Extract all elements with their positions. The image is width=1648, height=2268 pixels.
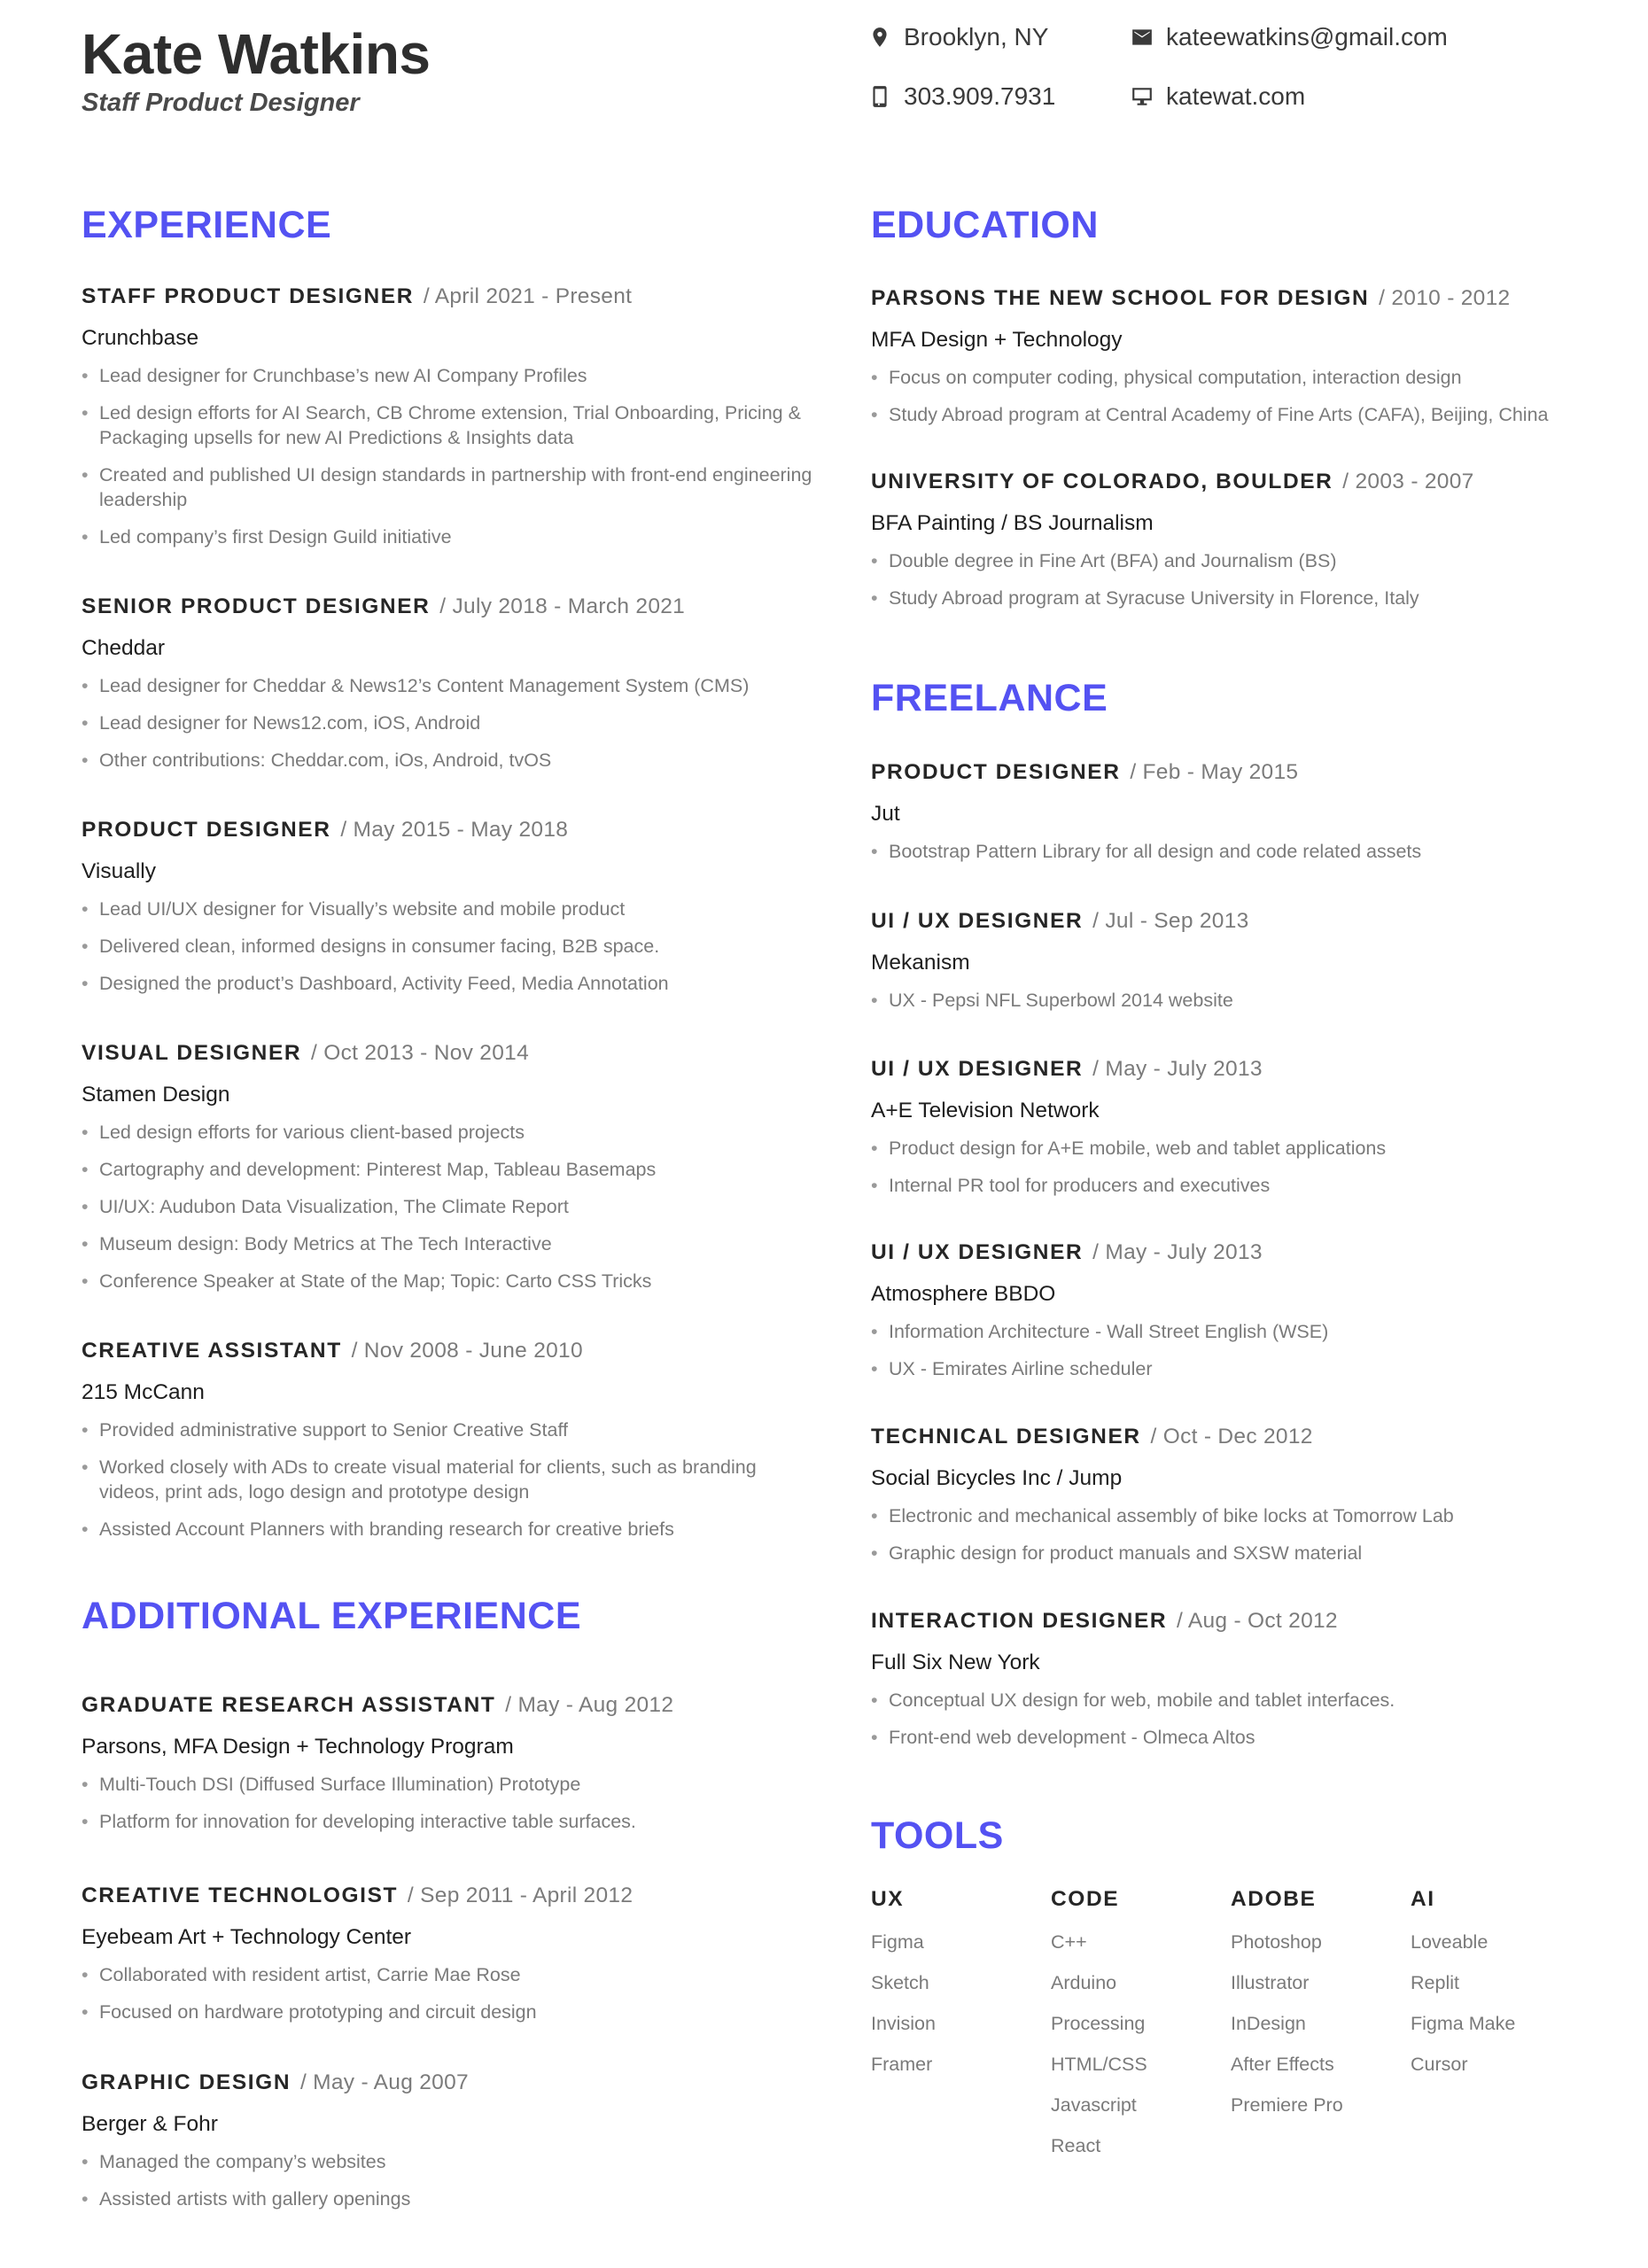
entry-bullet-list [82, 1962, 817, 2024]
contact-phone[interactable] [868, 82, 1055, 111]
entry-organization: Eyebeam Art + Technology Center [82, 1925, 412, 1949]
resume-name: Kate Watkins [82, 22, 431, 86]
entry-organization: Full Six New York [871, 1651, 1040, 1674]
entry-bullet: • Provided administrative support to Senior Creative Staff [82, 1418, 817, 1442]
entry-dates: / Jul - Sep 2013 [1092, 909, 1249, 933]
tools-column [1231, 1887, 1408, 2133]
entry-bullet: • Internal PR tool for producers and executives [871, 1173, 1606, 1198]
entry-organization: BFA Painting / BS Journalism [871, 511, 1154, 535]
entry-title-line [82, 1883, 817, 1909]
tools-column-heading: CODE [1051, 1887, 1120, 1911]
freelance-entry [871, 908, 1606, 1025]
tools-column [1051, 1887, 1228, 2174]
entry-title-line [871, 1608, 1606, 1635]
tool-item: Premiere Pro [1231, 2094, 1343, 2116]
entry-bullet: • Museum design: Body Metrics at The Tech Interactive [82, 1231, 817, 1256]
entry-organization: A+E Television Network [871, 1099, 1100, 1122]
entry-bullet: • Graphic design for product manuals and SXSW material [871, 1541, 1606, 1565]
entry-bullet: • Platform for innovation for developing interactive table surfaces. [82, 1809, 817, 1834]
entry-dates: / May - Aug 2012 [505, 1693, 674, 1717]
contact-location-text: Brooklyn, NY [904, 23, 1049, 50]
entry-title: UI / UX DESIGNER [871, 1240, 1084, 1264]
tool-item: Figma Make [1411, 2013, 1516, 2034]
entry-title: VISUAL DESIGNER [82, 1041, 302, 1065]
tool-item: Photoshop [1231, 1931, 1322, 1953]
mail-icon [1131, 24, 1154, 50]
tool-item: After Effects [1231, 2054, 1334, 2075]
entry-title: UI / UX DESIGNER [871, 909, 1084, 933]
tool-item: Cursor [1411, 2054, 1468, 2075]
entry-organization: Visually [82, 859, 156, 883]
entry-bullet-list [871, 1136, 1606, 1198]
entry-bullet: • Delivered clean, informed designs in consumer facing, B2B space. [82, 934, 817, 959]
entry-bullet: • Assisted artists with gallery openings [82, 2186, 817, 2211]
entry-organization: Atmosphere BBDO [871, 1282, 1056, 1306]
entry-title-line [82, 284, 817, 310]
freelance-entry [871, 1056, 1606, 1210]
entry-dates: / Oct - Dec 2012 [1150, 1425, 1313, 1449]
entry-bullet: • Lead designer for News12.com, iOS, Android [82, 711, 817, 735]
entry-organization: Stamen Design [82, 1083, 230, 1107]
entry-bullet: • UI/UX: Audubon Data Visualization, The Climate Report [82, 1194, 817, 1219]
contact-email-link[interactable]: kateewatkins@gmail.com [1166, 23, 1448, 50]
experience-heading: EXPERIENCE [82, 204, 332, 246]
entry-bullet: • Lead UI/UX designer for Visually’s website and mobile product [82, 897, 817, 921]
entry-bullet-list [82, 2149, 817, 2211]
entry-dates: / Oct 2013 - Nov 2014 [311, 1041, 529, 1065]
entry-title-line [82, 817, 817, 843]
entry-title-line [82, 594, 817, 620]
entry-dates: / July 2018 - March 2021 [439, 594, 686, 618]
entry-bullet: • Electronic and mechanical assembly of bike locks at Tomorrow Lab [871, 1503, 1606, 1528]
tool-item: HTML/CSS [1051, 2054, 1147, 2075]
tools-column-heading: AI [1411, 1887, 1435, 1911]
entry-bullet: • Conference Speaker at State of the Map; Topic: Carto CSS Tricks [82, 1269, 817, 1293]
entry-dates: / Sep 2011 - April 2012 [407, 1884, 634, 1907]
contact-email[interactable] [1131, 23, 1448, 51]
tools-column-heading: ADOBE [1231, 1887, 1317, 1911]
entry-title-line [871, 908, 1606, 935]
entry-bullet-list [82, 1772, 817, 1834]
tool-item: Loveable [1411, 1931, 1489, 1953]
entry-bullet: • Assisted Account Planners with branding research for creative briefs [82, 1517, 817, 1542]
entry-bullet-list [871, 1319, 1606, 1381]
entry-bullet: • Lead designer for Cheddar & News12’s Content Management System (CMS) [82, 673, 817, 698]
contact-location [868, 23, 1048, 51]
entry-bullet: • Bootstrap Pattern Library for all design and code related assets [871, 839, 1606, 864]
entry-bullet-list [871, 839, 1606, 864]
entry-dates: / April 2021 - Present [423, 284, 633, 308]
contact-website[interactable] [1131, 82, 1305, 111]
entry-bullet: • Double degree in Fine Art (BFA) and Journalism (BS) [871, 548, 1606, 573]
entry-bullet: • Cartography and development: Pinterest Map, Tableau Basemaps [82, 1157, 817, 1182]
entry-title: PARSONS THE NEW SCHOOL FOR DESIGN [871, 286, 1370, 310]
entry-title: UI / UX DESIGNER [871, 1057, 1084, 1081]
entry-title: TECHNICAL DESIGNER [871, 1425, 1141, 1449]
entry-title-line [82, 1040, 817, 1067]
tools-column-heading: UX [871, 1887, 905, 1911]
entry-bullet: • Conceptual UX design for web, mobile and tablet interfaces. [871, 1688, 1606, 1713]
education-entry [871, 469, 1606, 623]
tool-item: Arduino [1051, 1972, 1117, 1993]
phone-icon [868, 83, 891, 110]
entry-bullet: • UX - Emirates Airline scheduler [871, 1356, 1606, 1381]
entry-bullet: • Front-end web development - Olmeca Altos [871, 1725, 1606, 1750]
entry-organization: Berger & Fohr [82, 2112, 218, 2136]
freelance-entry [871, 759, 1606, 876]
entry-bullet-list [82, 1418, 817, 1542]
entry-bullet: • Information Architecture - Wall Street English (WSE) [871, 1319, 1606, 1344]
entry-title: SENIOR PRODUCT DESIGNER [82, 594, 431, 618]
entry-title-line [871, 469, 1606, 495]
additional-entry [82, 2070, 817, 2224]
tool-item: InDesign [1231, 2013, 1306, 2034]
entry-bullet: • Designed the product’s Dashboard, Activity Feed, Media Annotation [82, 971, 817, 996]
entry-title: INTERACTION DESIGNER [871, 1609, 1168, 1633]
entry-title: CREATIVE ASSISTANT [82, 1339, 342, 1363]
contact-phone-text[interactable]: 303.909.7931 [904, 82, 1056, 110]
entry-title-line [871, 285, 1606, 312]
entry-bullet: • Multi-Touch DSI (Diffused Surface Illumination) Prototype [82, 1772, 817, 1797]
entry-organization: Parsons, MFA Design + Technology Program [82, 1735, 514, 1759]
entry-title: PRODUCT DESIGNER [82, 818, 331, 842]
entry-bullet: • Managed the company’s websites [82, 2149, 817, 2174]
entry-title: GRAPHIC DESIGN [82, 2070, 292, 2094]
entry-organization: Crunchbase [82, 326, 199, 350]
entry-dates: / Feb - May 2015 [1130, 760, 1299, 784]
education-entry [871, 285, 1606, 439]
tool-item: Sketch [871, 1972, 929, 1993]
entry-bullet: • Led design efforts for AI Search, CB Chrome extension, Trial Onboarding, Pricing & Packaging upsells for new AI Predictions & Insights data [82, 400, 817, 450]
experience-entry [82, 817, 817, 1008]
entry-bullet-list [82, 363, 817, 549]
location-pin-icon [868, 24, 891, 50]
tool-item: Replit [1411, 1972, 1459, 1993]
entry-organization: Social Bicycles Inc / Jump [871, 1466, 1123, 1490]
entry-bullet: • Collaborated with resident artist, Carrie Mae Rose [82, 1962, 817, 1987]
entry-title: STAFF PRODUCT DESIGNER [82, 284, 415, 308]
freelance-entry [871, 1608, 1606, 1762]
entry-title: PRODUCT DESIGNER [871, 760, 1121, 784]
tool-item: React [1051, 2135, 1101, 2156]
entry-organization: 215 McCann [82, 1380, 205, 1404]
experience-entry [82, 1338, 817, 1554]
entry-title-line [871, 1056, 1606, 1083]
entry-title: CREATIVE TECHNOLOGIST [82, 1884, 399, 1907]
entry-bullet-list [871, 988, 1606, 1013]
tool-item: Invision [871, 2013, 936, 2034]
entry-dates: / May 2015 - May 2018 [340, 818, 569, 842]
tool-item: Javascript [1051, 2094, 1137, 2116]
tools-column [871, 1887, 1048, 2093]
resume-job-title: Staff Product Designer [82, 89, 360, 117]
entry-bullet-list [82, 897, 817, 996]
tool-item: C++ [1051, 1931, 1087, 1953]
entry-bullet: • Worked closely with ADs to create visual material for clients, such as branding videos, print ads, logo design and prototype design [82, 1455, 817, 1504]
entry-bullet: • Led design efforts for various client-based projects [82, 1120, 817, 1145]
entry-bullet-list [82, 1120, 817, 1293]
entry-bullet: • Other contributions: Cheddar.com, iOs, Android, tvOS [82, 748, 817, 773]
entry-bullet-list [871, 1503, 1606, 1565]
experience-entry [82, 594, 817, 785]
contact-website-link[interactable]: katewat.com [1166, 82, 1306, 110]
tool-item: Figma [871, 1931, 924, 1953]
entry-dates: / May - Aug 2007 [299, 2070, 469, 2094]
tool-item: Framer [871, 2054, 933, 2075]
entry-title: GRADUATE RESEARCH ASSISTANT [82, 1693, 496, 1717]
additional-entry [82, 1692, 817, 1846]
entry-bullet-list [871, 548, 1606, 610]
entry-dates: / May - July 2013 [1092, 1057, 1263, 1081]
entry-bullet: • Focused on hardware prototyping and circuit design [82, 2000, 817, 2024]
tool-item: Illustrator [1231, 1972, 1310, 1993]
tools-column [1411, 1887, 1588, 2093]
entry-bullet: • Product design for A+E mobile, web and tablet applications [871, 1136, 1606, 1161]
tool-item: Processing [1051, 2013, 1146, 2034]
entry-title-line [871, 1424, 1606, 1450]
desktop-monitor-icon [1131, 83, 1154, 110]
freelance-entry [871, 1239, 1606, 1394]
tools-heading: TOOLS [871, 1814, 1004, 1857]
entry-bullet: • Study Abroad program at Syracuse University in Florence, Italy [871, 586, 1606, 610]
entry-bullet: • Lead designer for Crunchbase’s new AI Company Profiles [82, 363, 817, 388]
education-heading: EDUCATION [871, 204, 1099, 246]
entry-dates: / 2003 - 2007 [1342, 470, 1474, 493]
additional-entry [82, 1883, 817, 2037]
entry-bullet: • Led company’s first Design Guild initiative [82, 524, 817, 549]
entry-title-line [871, 759, 1606, 786]
entry-title: UNIVERSITY OF COLORADO, BOULDER [871, 470, 1333, 493]
experience-entry [82, 1040, 817, 1306]
entry-dates: / May - July 2013 [1092, 1240, 1263, 1264]
additional-experience-heading: ADDITIONAL EXPERIENCE [82, 1595, 581, 1637]
entry-dates: / 2010 - 2012 [1379, 286, 1511, 310]
entry-bullet: • UX - Pepsi NFL Superbowl 2014 website [871, 988, 1606, 1013]
entry-dates: / Nov 2008 - June 2010 [351, 1339, 583, 1363]
entry-title-line [82, 1338, 817, 1364]
entry-organization: Jut [871, 802, 900, 826]
freelance-entry [871, 1424, 1606, 1578]
entry-dates: / Aug - Oct 2012 [1177, 1609, 1338, 1633]
entry-bullet-list [871, 1688, 1606, 1750]
freelance-heading: FREELANCE [871, 677, 1108, 719]
entry-bullet: • Created and published UI design standards in partnership with front-end engineering leadership [82, 462, 817, 512]
entry-title-line [82, 2070, 817, 2096]
entry-bullet: • Study Abroad program at Central Academy of Fine Arts (CAFA), Beijing, China [871, 402, 1606, 427]
entry-title-line [82, 1692, 817, 1719]
entry-organization: MFA Design + Technology [871, 328, 1123, 352]
entry-bullet: • Focus on computer coding, physical computation, interaction design [871, 365, 1606, 390]
experience-entry [82, 284, 817, 562]
entry-organization: Mekanism [871, 951, 970, 975]
entry-bullet-list [82, 673, 817, 773]
entry-bullet-list [871, 365, 1606, 427]
entry-title-line [871, 1239, 1606, 1266]
entry-organization: Cheddar [82, 636, 165, 660]
